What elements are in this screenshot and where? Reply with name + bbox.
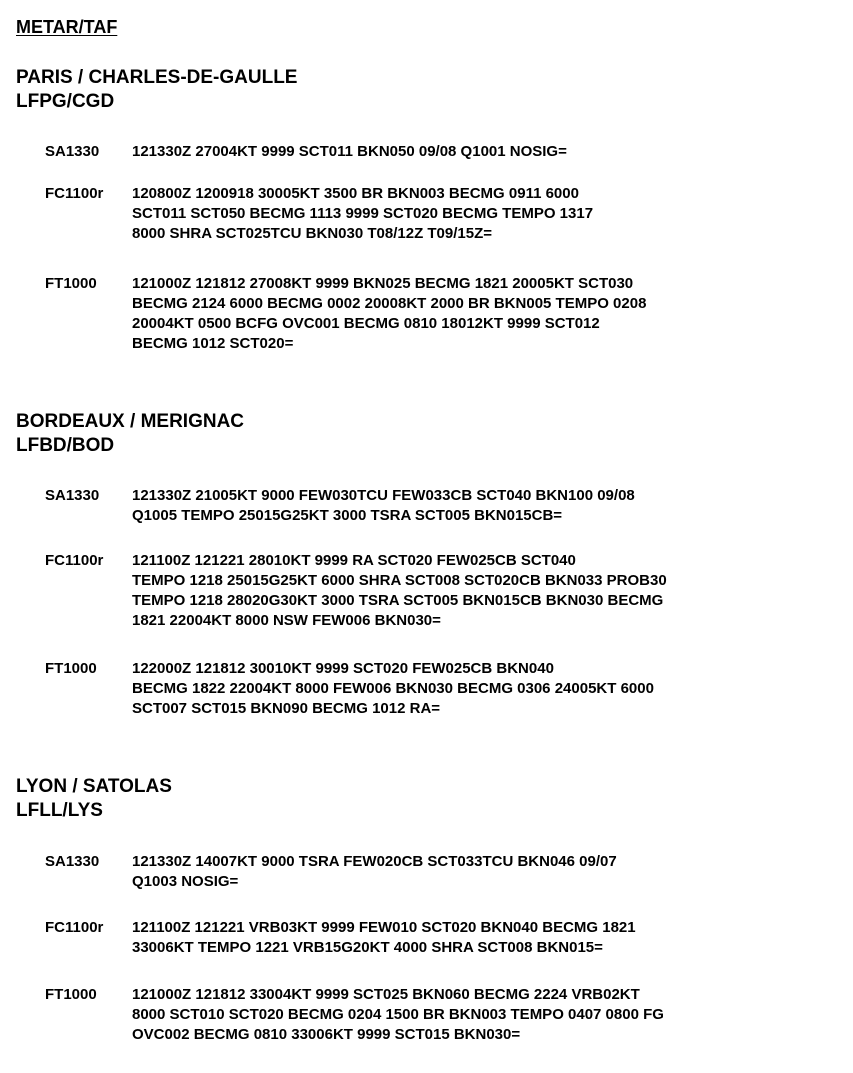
report-line: BECMG 1822 22004KT 8000 FEW006 BKN030 BECMG 0306 24005KT 6000 bbox=[132, 680, 654, 697]
report-text bbox=[132, 184, 847, 244]
report-line: Q1003 NOSIG= bbox=[132, 873, 239, 890]
report-line: 122000Z 121812 30010KT 9999 SCT020 FEW025CB BKN040 bbox=[132, 660, 554, 677]
report-type: FC1100r bbox=[45, 185, 104, 202]
report-line: 121000Z 121812 33004KT 9999 SCT025 BKN060 BECMG 2224 VRB02KT bbox=[132, 986, 640, 1003]
report-line: BECMG 1012 SCT020= bbox=[132, 335, 294, 352]
report-type: SA1330 bbox=[45, 853, 100, 870]
report-text bbox=[132, 852, 847, 892]
report-line: 121100Z 121221 28010KT 9999 RA SCT020 FEW025CB SCT040 bbox=[132, 552, 576, 569]
station-code: LFBD/BOD bbox=[16, 435, 115, 456]
report-line: 120800Z 1200918 30005KT 3500 BR BKN003 BECMG 0911 6000 bbox=[132, 185, 579, 202]
report-type: SA1330 bbox=[45, 143, 100, 160]
report-text bbox=[132, 659, 847, 719]
station-name: LYON / SATOLAS bbox=[16, 776, 172, 797]
report-text bbox=[132, 486, 847, 526]
report-line: SCT011 SCT050 BECMG 1113 9999 SCT020 BECMG TEMPO 1317 bbox=[132, 205, 594, 222]
report-type: FC1100r bbox=[45, 919, 104, 936]
report-line: 33006KT TEMPO 1221 VRB15G20KT 4000 SHRA SCT008 BKN015= bbox=[132, 939, 603, 956]
report-line: 121000Z 121812 27008KT 9999 BKN025 BECMG 1821 20005KT SCT030 bbox=[132, 275, 634, 292]
report-line: OVC002 BECMG 0810 33006KT 9999 SCT015 BKN030= bbox=[132, 1026, 521, 1043]
station-name: BORDEAUX / MERIGNAC bbox=[16, 411, 245, 432]
report-text bbox=[132, 918, 847, 958]
report-line: 8000 SCT010 SCT020 BECMG 0204 1500 BR BKN003 TEMPO 0407 0800 FG bbox=[132, 1006, 664, 1023]
report-type: FT1000 bbox=[45, 275, 97, 292]
station-code: LFLL/LYS bbox=[16, 800, 103, 821]
report-text bbox=[132, 551, 847, 631]
station-code: LFPG/CGD bbox=[16, 91, 115, 112]
station-name: PARIS / CHARLES-DE-GAULLE bbox=[16, 67, 298, 88]
report-line: BECMG 2124 6000 BECMG 0002 20008KT 2000 BR BKN005 TEMPO 0208 bbox=[132, 295, 647, 312]
report-line: TEMPO 1218 28020G30KT 3000 TSRA SCT005 BKN015CB BKN030 BECMG bbox=[132, 592, 664, 609]
report-line: 121330Z 14007KT 9000 TSRA FEW020CB SCT033TCU BKN046 09/07 bbox=[132, 853, 617, 870]
report-text bbox=[132, 274, 847, 354]
report-line: TEMPO 1218 25015G25KT 6000 SHRA SCT008 SCT020CB BKN033 PROB30 bbox=[132, 572, 667, 589]
report-line: 121330Z 27004KT 9999 SCT011 BKN050 09/08 Q1001 NOSIG= bbox=[132, 143, 567, 160]
report-type: FT1000 bbox=[45, 986, 97, 1003]
report-type: FC1100r bbox=[45, 552, 104, 569]
report-line: 1821 22004KT 8000 NSW FEW006 BKN030= bbox=[132, 612, 441, 629]
report-line: SCT007 SCT015 BKN090 BECMG 1012 RA= bbox=[132, 700, 441, 717]
report-line: 8000 SHRA SCT025TCU BKN030 T08/12Z T09/15Z= bbox=[132, 225, 493, 242]
report-type: FT1000 bbox=[45, 660, 97, 677]
report-text bbox=[132, 985, 847, 1045]
report-text bbox=[132, 142, 847, 162]
report-line: Q1005 TEMPO 25015G25KT 3000 TSRA SCT005 BKN015CB= bbox=[132, 507, 563, 524]
report-line: 20004KT 0500 BCFG OVC001 BECMG 0810 18012KT 9999 SCT012 bbox=[132, 315, 600, 332]
report-line: 121100Z 121221 VRB03KT 9999 FEW010 SCT020 BKN040 BECMG 1821 bbox=[132, 919, 636, 936]
report-line: 121330Z 21005KT 9000 FEW030TCU FEW033CB SCT040 BKN100 09/08 bbox=[132, 487, 635, 504]
report-type: SA1330 bbox=[45, 487, 100, 504]
page-title: METAR/TAF bbox=[16, 17, 118, 37]
